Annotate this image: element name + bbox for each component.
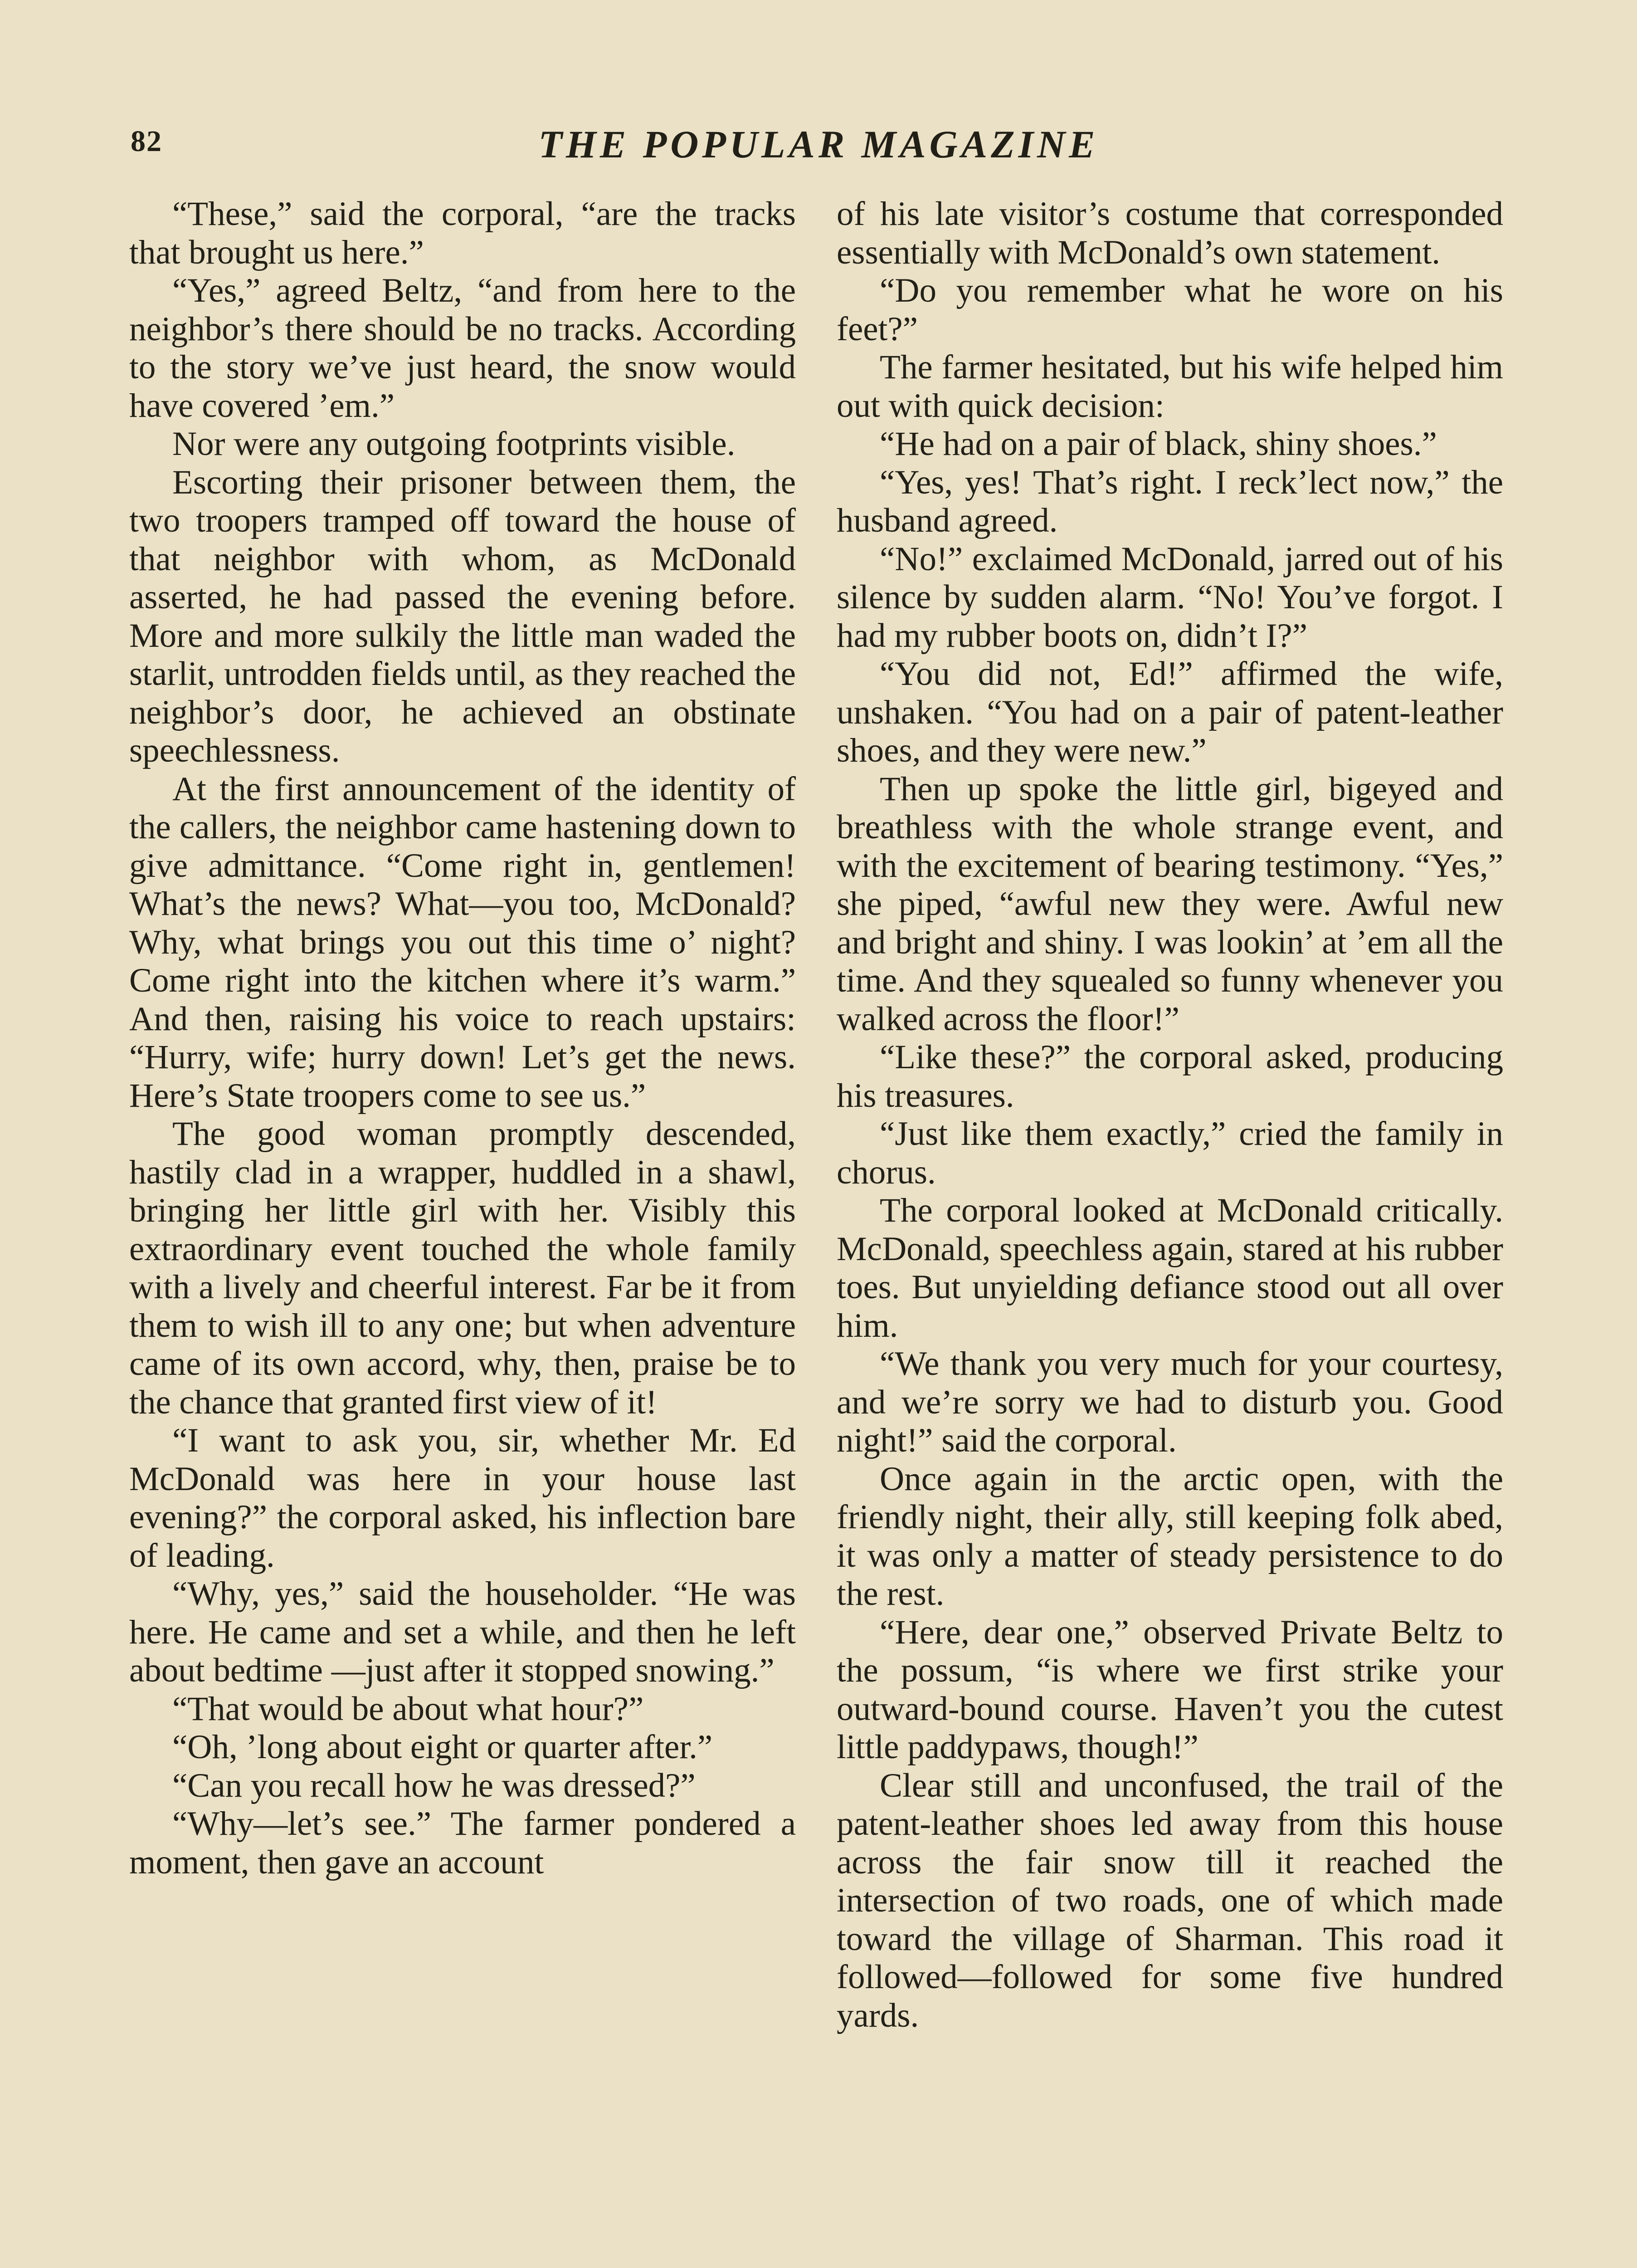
paragraph: The farmer hesitated, but his wife helped him out with quick decision:	[837, 348, 1503, 425]
paragraph: “That would be about what hour?”	[172, 1690, 644, 1728]
paragraph: Once again in the arctic open, with the friendly night, their ally, still keeping folk abed, it was only a matter of steady persistence to do the rest.	[837, 1460, 1503, 1613]
paragraph: “Can you recall how he was dressed?”	[172, 1766, 696, 1804]
paragraph: “Yes, yes! That’s right. I reck’lect now,” the husband agreed.	[837, 463, 1503, 539]
paragraph: “Yes,” agreed Beltz, “and from here to the neighbor’s there should be no tracks. According to the story we’ve just heard, the snow would have covered ’em.”	[129, 272, 796, 425]
paragraph: “We thank you very much for your courtesy, and we’re sorry we had to disturb you. Good night!” said the corporal.	[837, 1345, 1503, 1459]
text-column-right	[837, 195, 1503, 2035]
paragraph: “Like these?” the corporal asked, producing his treasures.	[837, 1038, 1503, 1114]
paragraph: Escorting their prisoner between them, the two troopers tramped off toward the house of that neighbor with whom, as McDonald asserted, he had passed the evening before. More and more sulkily the little man waded the starlit, untrodden fields until, as they reached the neighbor’s door, he achieved an obstinate speechlessness.	[129, 463, 796, 769]
paragraph: “These,” said the corporal, “are the tracks that brought us here.”	[129, 195, 796, 271]
paragraph: Nor were any outgoing footprints visible.	[172, 425, 736, 463]
paragraph: The good woman promptly descended, hastily clad in a wrapper, huddled in a shawl, bringing her little girl with her. Visibly this extraordinary event touched the whole family with a lively and cheerful interest. Far be it from them to wish ill to any one; but when adventure came of its own accord, why, then, praise be to the chance that granted first view of it!	[129, 1115, 796, 1421]
paragraph: “Why, yes,” said the householder. “He was here. He came and set a while, and then he left about bedtime —just after it stopped snowing.”	[129, 1575, 796, 1689]
page-number: 82	[131, 125, 162, 158]
paragraph: The corporal looked at McDonald critically. McDonald, speechless again, stared at his rubber toes. But unyielding defiance stood out all over him.	[837, 1192, 1503, 1344]
paragraph: “Why—let’s see.” The farmer pondered a moment, then gave an account	[129, 1805, 796, 1881]
paragraph: Clear still and unconfused, the trail of the patent-leather shoes led away from this house across the fair snow till it reached the intersection of two roads, one of which made toward the village of Sharman. This road it followed—followed for some five hundred yards.	[837, 1766, 1503, 2034]
magazine-title: THE POPULAR MAGAZINE	[538, 122, 1099, 166]
paragraph: “Oh, ’long about eight or quarter after.”	[172, 1728, 713, 1766]
paragraph: “I want to ask you, sir, whether Mr. Ed McDonald was here in your house last evening?” the corporal asked, his inflection bare of leading.	[129, 1422, 796, 1574]
paragraph: At the first announcement of the identity of the callers, the neighbor came hastening down to give admittance. “Come right in, gentlemen! What’s the news? What—you too, McDonald? Why, what brings you out this time o’ night? Come right into the kitchen where it’s warm.” And then, raising his voice to reach upstairs: “Hurry, wife; hurry down! Let’s get the news. Here’s State troopers come to see us.”	[129, 770, 796, 1114]
paragraph: “Here, dear one,” observed Private Beltz to the possum, “is where we first strike your outward-bound course. Haven’t you the cutest little paddypaws, though!”	[837, 1613, 1503, 1766]
paragraph: “You did not, Ed!” affirmed the wife, unshaken. “You had on a pair of patent-leather shoes, and they were new.”	[837, 655, 1503, 769]
page-header	[127, 119, 1510, 178]
paragraph: “He had on a pair of black, shiny shoes.”	[880, 425, 1437, 463]
paragraph: “Do you remember what he wore on his feet?”	[837, 272, 1503, 348]
paragraph: of his late visitor’s costume that corresponded essentially with McDonald’s own statement.	[837, 195, 1503, 271]
paragraph: “Just like them exactly,” cried the family in chorus.	[837, 1115, 1503, 1191]
text-column-left	[129, 195, 796, 1882]
paragraph: Then up spoke the little girl, bigeyed and breathless with the whole strange event, and with the excitement of bearing testimony. “Yes,” she piped, “awful new they were. Awful new and bright and shiny. I was lookin’ at ’em all the time. And they squealed so funny whenever you walked across the floor!”	[837, 770, 1503, 1038]
paragraph: “No!” exclaimed McDonald, jarred out of his silence by sudden alarm. “No! You’ve forgot. I had my rubber boots on, didn’t I?”	[837, 540, 1503, 655]
